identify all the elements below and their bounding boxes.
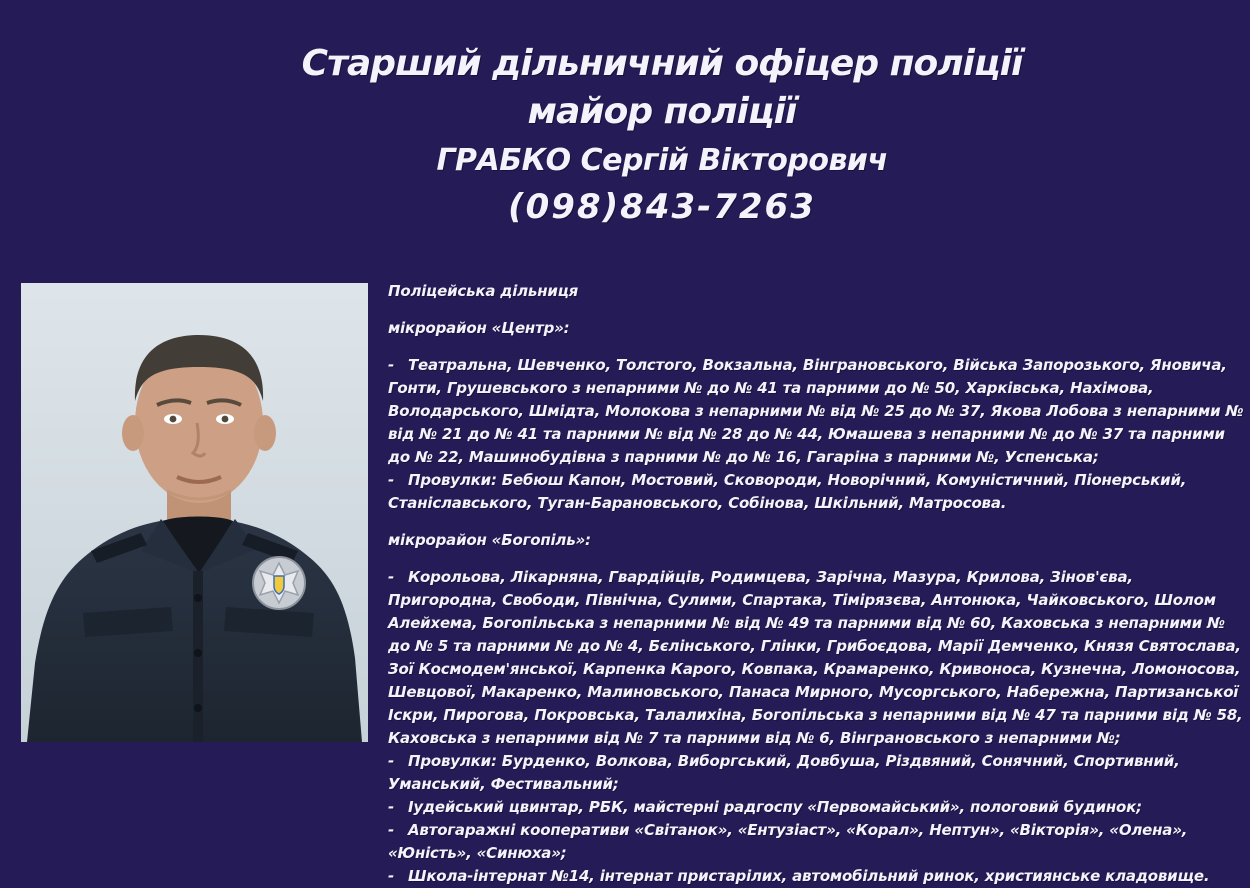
bullet-dash: - bbox=[388, 867, 395, 885]
street-list-text: Провулки: Бебюш Капон, Мостовий, Сковороди, Новорічний, Комуністичний, Піонерський, Станіславського, Туган-Барановського, Собінова, Шкільний, Матросова. bbox=[388, 471, 1187, 512]
jacket-button bbox=[194, 704, 202, 712]
street-list-item bbox=[388, 819, 1244, 865]
section-title-bogopil: мікрорайон «Богопіль»: bbox=[388, 531, 591, 549]
street-list-text: Школа-інтернат №14, інтернат пристарілих, автомобільний ринок, християнське кладовище. bbox=[408, 867, 1210, 885]
officer-photo bbox=[21, 283, 368, 742]
street-list-text: Театральна, Шевченко, Толстого, Вокзальна, Вінграновського, Війська Запорозького, Яновича, Гонти, Грушевського з непарними № до № 41 та парними до № 50, Харківська, Нахімова, Володарського, Шмідта, Молокова з непарними № від № 25 до № 37, Якова Лобова з непарними № від № 21 до № 41 та парними № від № 28 до № 44, Юмашева з непарними № до № 37 та парними до № 22, Машинобудівна з парними № до № 16, Гагаріна з парними №, Успенська; bbox=[388, 356, 1244, 466]
pupil-left bbox=[170, 416, 177, 423]
bullet-dash: - bbox=[388, 568, 395, 586]
bullet-dash: - bbox=[388, 356, 395, 374]
street-list-item bbox=[388, 354, 1244, 469]
jacket-button bbox=[194, 594, 202, 602]
poster-header bbox=[74, 0, 1250, 230]
bullet-dash: - bbox=[388, 752, 395, 770]
street-list-text: Корольова, Лікарняна, Гвардійців, Родимцева, Зарічна, Мазура, Крилова, Зінов'єва, Пригородна, Свободи, Північна, Сулими, Спартака, Тімірязєва, Антонюка, Чайковського, Шолом Алейхема, Богопільська з непарними № від № 49 та парними від № 60, Каховська з непарними № до № 5 та парними № до № 4, Бєлінського, Глінки, Грибоєдова, Марії Демченко, Князя Святослава, Зої Космодем'янської, Карпенка Карого, Ковпака, Крамаренко, Кривоноса, Кузнечна, Ломоносова, Шевцової, Макаренко, Малиновського, Панаса Мирного, Мусоргського, Набережна, Партизанської Іскри, Пирогова, Покровська, Талалихіна, Богопільська з непарними від № 47 та парними від № 58, Каховська з непарними від № 7 та парними від № 6, Вінграновського з непарними №; bbox=[388, 568, 1243, 747]
bullet-dash: - bbox=[388, 471, 395, 489]
street-list-text: Провулки: Бурденко, Волкова, Виборгський, Довбуша, Різдвяний, Сонячний, Спортивний, Уманський, Фестивальний; bbox=[388, 752, 1180, 793]
officer-portrait-illustration bbox=[21, 283, 368, 742]
street-list-item bbox=[388, 865, 1244, 888]
street-list-item bbox=[388, 750, 1244, 796]
bullet-dash: - bbox=[388, 821, 395, 839]
section-title-centr: мікрорайон «Центр»: bbox=[388, 319, 570, 337]
officer-rank-subtitle: майор поліції bbox=[527, 90, 797, 132]
bullet-dash: - bbox=[388, 798, 395, 816]
street-list-item bbox=[388, 566, 1244, 750]
officer-name: ГРАБКО Сергій Вікторович bbox=[436, 143, 888, 179]
ear-right bbox=[254, 415, 276, 451]
street-list-item bbox=[388, 469, 1244, 515]
pupil-right bbox=[222, 416, 229, 423]
street-list-text: Іудейський цвинтар, РБК, майстерні радгоспу «Первомайський», пологовий будинок; bbox=[408, 798, 1142, 816]
bogopil-street-list bbox=[388, 566, 1244, 888]
street-list-item bbox=[388, 796, 1244, 819]
jacket-button bbox=[194, 649, 202, 657]
officer-phone-number: (098)843-7263 bbox=[508, 186, 816, 227]
badge-trident-shield bbox=[274, 576, 284, 594]
street-list-text: Автогаражні кооперативи «Світанок», «Ентузіаст», «Корал», Нептун», «Вікторія», «Олена», «Юність», «Синюха»; bbox=[388, 821, 1188, 862]
district-label: Поліцейська дільниця bbox=[388, 282, 579, 300]
district-description bbox=[388, 280, 1244, 888]
officer-rank-title: Старший дільничний офіцер поліції bbox=[301, 43, 1023, 84]
centr-street-list bbox=[388, 354, 1244, 515]
ear-left bbox=[122, 415, 144, 451]
